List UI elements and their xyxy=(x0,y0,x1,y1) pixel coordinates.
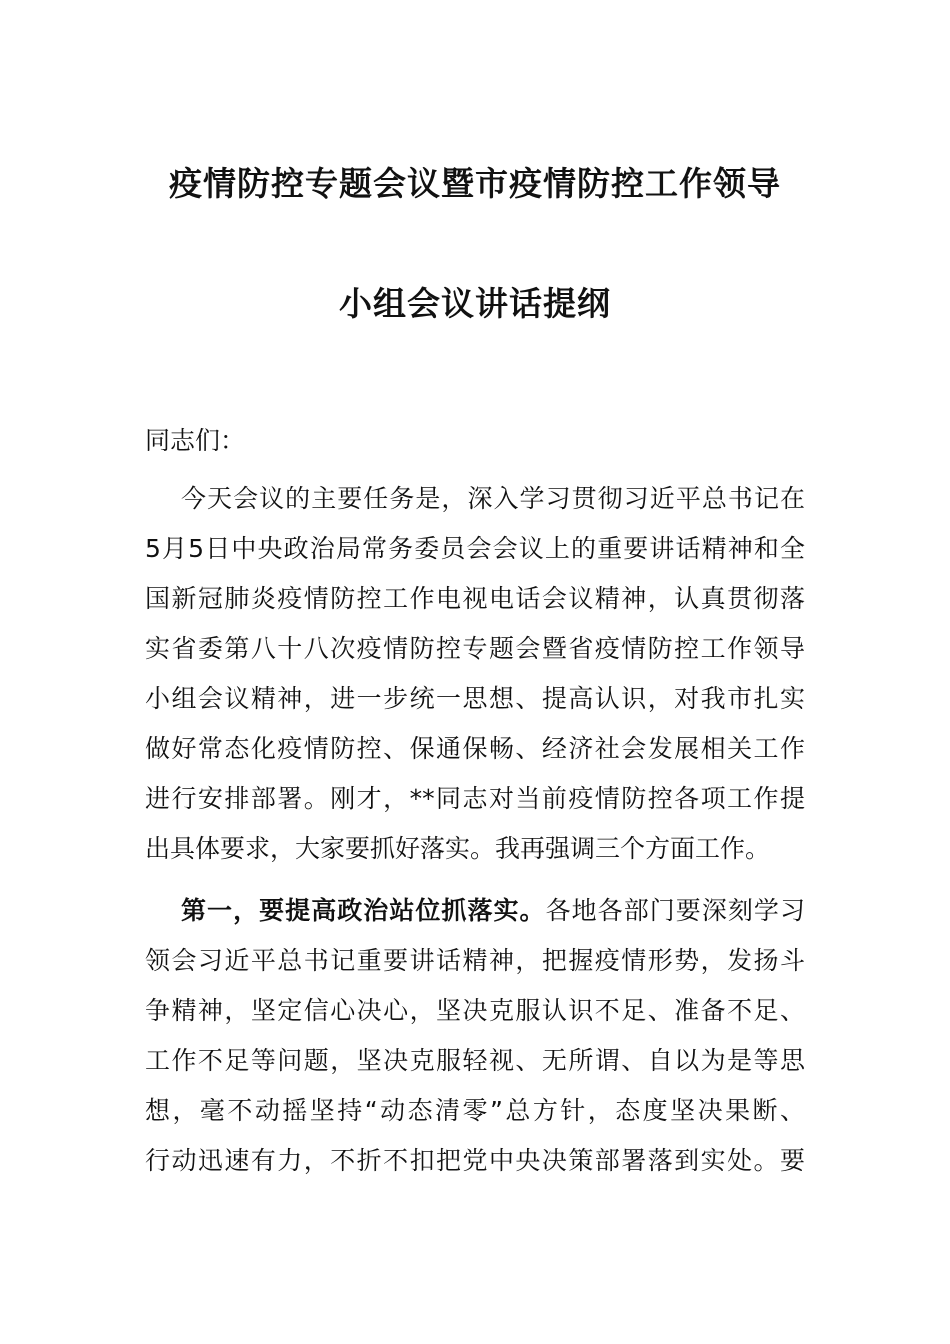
paragraph-line: 进行安排部署。刚才，**同志对当前疫情防控各项工作提 xyxy=(145,784,805,813)
paragraph-line: 今天会议的主要任务是，深入学习贯彻习近平总书记在 xyxy=(181,484,805,513)
document-title-line-1: 疫情防控专题会议暨市疫情防控工作领导 xyxy=(169,164,781,203)
paragraph-line: 实省委第八十八次疫情防控专题会暨省疫情防控工作领导 xyxy=(145,634,805,663)
paragraph-line: 争精神，坚定信心决心，坚决克服认识不足、准备不足、 xyxy=(145,996,805,1025)
paragraph-line: 工作不足等问题，坚决克服轻视、无所谓、自以为是等思 xyxy=(145,1046,805,1075)
paragraph-line: 国新冠肺炎疫情防控工作电视电话会议精神，认真贯彻落 xyxy=(145,584,805,613)
paragraph-bold-lead: 第一，要提高政治站位抓落实。 xyxy=(181,896,546,925)
paragraph-line: 想，毫不动摇坚持“动态清零”总方针，态度坚决果断、 xyxy=(145,1096,805,1125)
document-title-line-2: 小组会议讲话提纲 xyxy=(339,284,611,323)
paragraph-line: 领会习近平总书记重要讲话精神，把握疫情形势，发扬斗 xyxy=(145,946,805,975)
paragraph-line: 小组会议精神，进一步统一思想、提高认识，对我市扎实 xyxy=(145,684,805,713)
paragraph-line: 出具体要求，大家要抓好落实。我再强调三个方面工作。 xyxy=(145,834,771,863)
paragraph-line: 5月5日中央政治局常务委员会会议上的重要讲话精神和全 xyxy=(145,534,805,563)
paragraph-line: 做好常态化疫情防控、保通保畅、经济社会发展相关工作 xyxy=(145,734,805,763)
greeting: 同志们： xyxy=(145,426,246,455)
paragraph-first-line xyxy=(181,894,805,928)
paragraph-first-line-rest: 各地各部门要深刻学习 xyxy=(545,896,805,925)
paragraph-line: 行动迅速有力，不折不扣把党中央决策部署落到实处。要 xyxy=(145,1146,805,1175)
